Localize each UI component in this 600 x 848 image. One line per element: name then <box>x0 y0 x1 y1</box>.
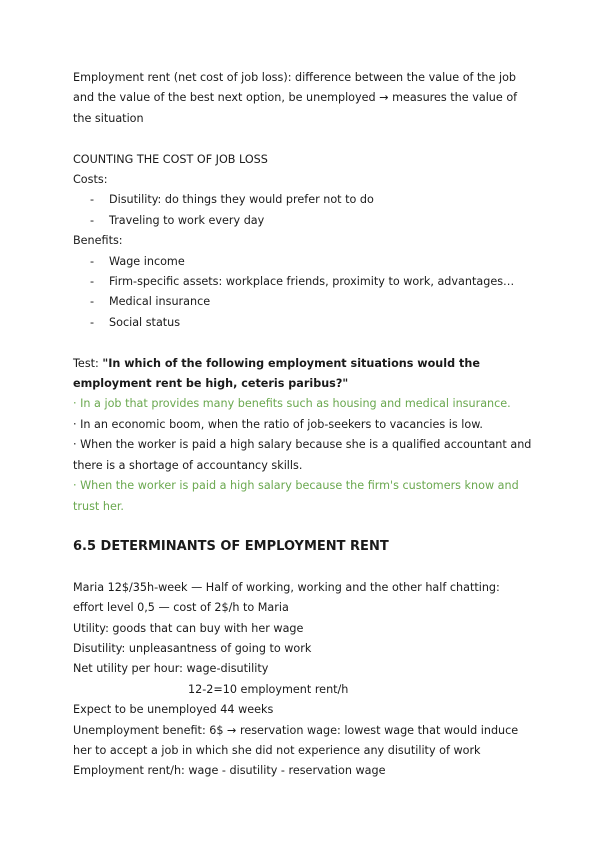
list-item: - Traveling to work every day <box>90 213 265 227</box>
test-option: · In an economic boom, when the ratio of job-seekers to vacancies is low. <box>73 417 483 431</box>
list-item: - Medical insurance <box>90 295 211 309</box>
calculation-line: 12-2=10 employment rent/h <box>188 682 349 696</box>
body-line: Disutility: unpleasantness of going to work <box>73 641 312 655</box>
list-item: - Disutility: do things they would prefer not to do <box>90 193 374 207</box>
body-line: Unemployment benefit: 6$ → reservation wage: lowest wage that would induce her to accept a job in which she did not experience any disutility of work <box>73 723 519 757</box>
list-item: - Firm-specific assets: workplace friends, proximity to work, advantages… <box>90 275 515 289</box>
body-line: Net utility per hour: wage-disutility <box>73 662 269 676</box>
list-item: - Social status <box>90 315 181 329</box>
test-option-correct: · In a job that provides many benefits such as housing and medical insurance. <box>73 397 511 411</box>
document-page <box>73 68 533 782</box>
body-line: Utility: goods that can buy with her wage <box>73 621 304 635</box>
body-line: Expect to be unemployed 44 weeks <box>73 703 274 717</box>
body-line: Employment rent/h: wage - disutility - reservation wage <box>73 764 386 778</box>
test-question: Test: "In which of the following employment situations would the employment rent be high, ceteris paribus?" <box>73 356 480 391</box>
section-heading-determinants: 6.5 DETERMINANTS OF EMPLOYMENT RENT <box>73 539 389 555</box>
intro-paragraph: Employment rent (net cost of job loss): difference between the value of the job and the value of the best next option, be unemployed → measures the value of the situation <box>73 71 518 125</box>
section-title-cost-of-job-loss: COUNTING THE COST OF JOB LOSS <box>73 152 268 166</box>
test-option: · When the worker is paid a high salary because she is a qualified accountant and there is a shortage of accountancy skills. <box>73 438 532 472</box>
test-option-correct: · When the worker is paid a high salary because the firm's customers know and trust her. <box>73 479 519 513</box>
costs-label: Costs: <box>73 173 108 187</box>
body-line: Maria 12$/35h-week — Half of working, working and the other half chatting: effort level 0,5 — cost of 2$/h to Maria <box>73 580 500 615</box>
benefits-label: Benefits: <box>73 234 123 248</box>
list-item: - Wage income <box>90 254 185 268</box>
